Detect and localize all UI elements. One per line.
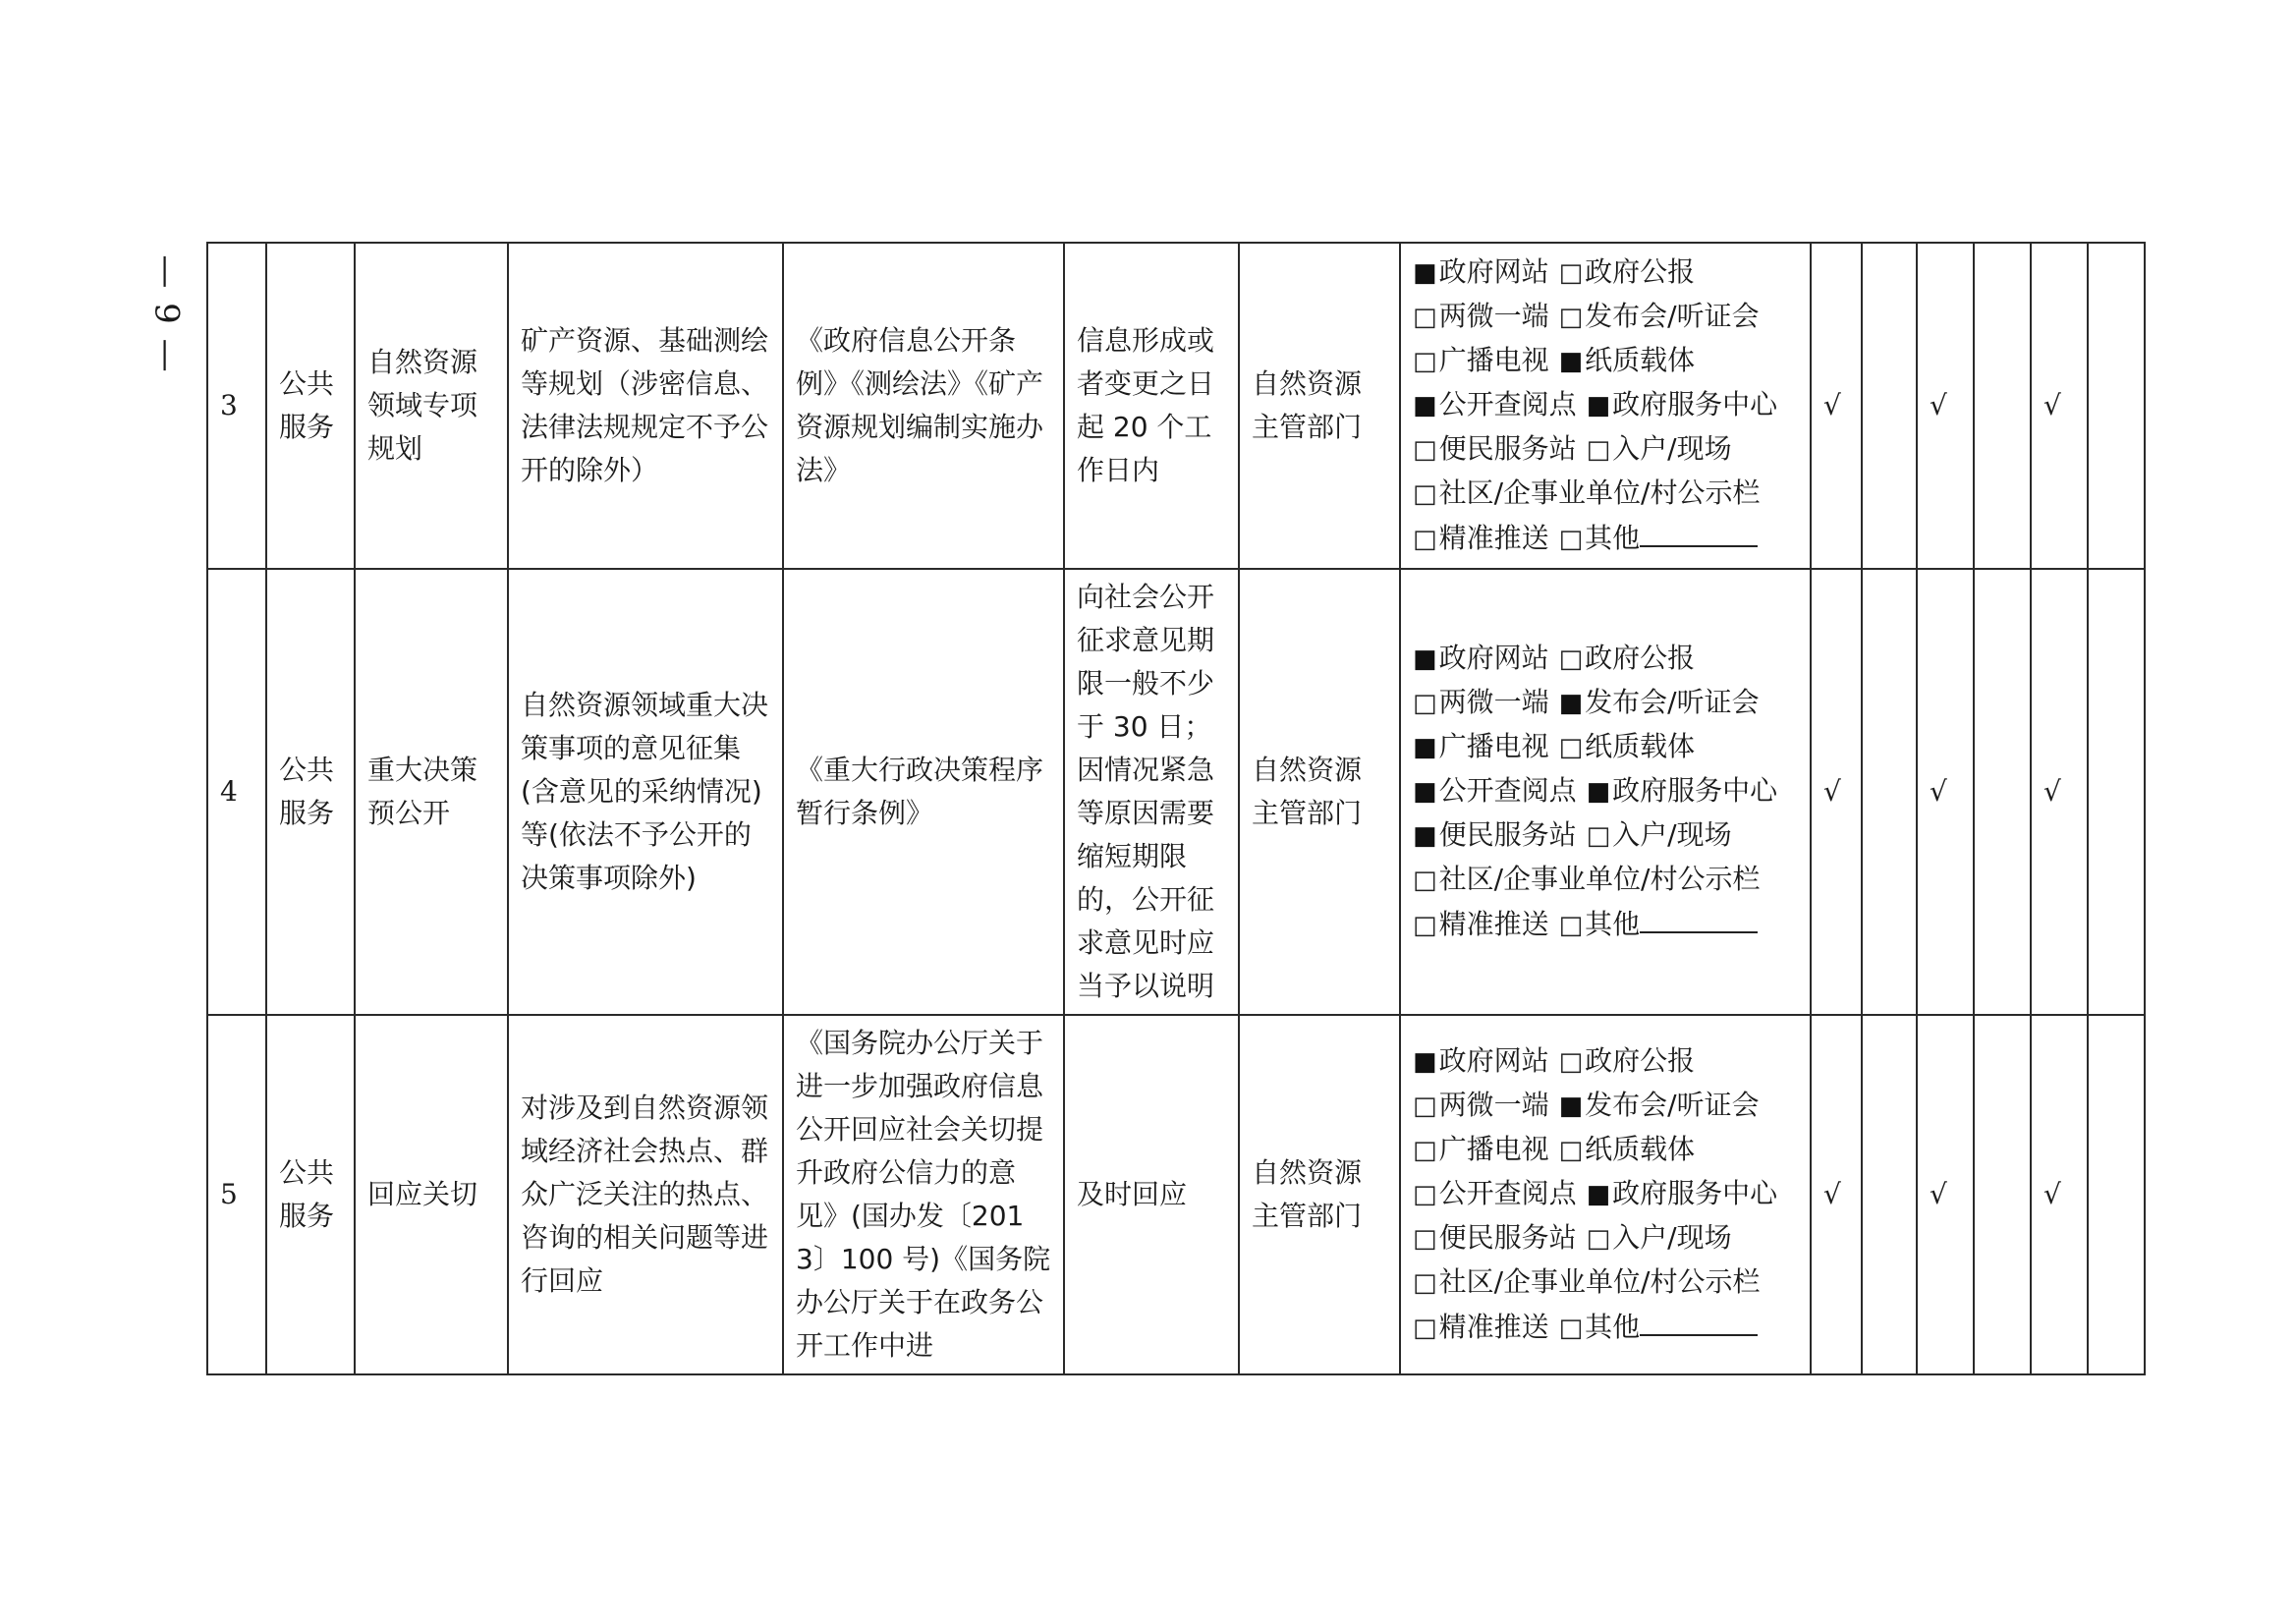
row-basis: 《政府信息公开条例》《测绘法》《矿产资源规划编制实施办法》 — [783, 243, 1064, 569]
channel-row — [1413, 427, 1798, 472]
channel-label: 广播电视 — [1438, 1133, 1549, 1165]
checked-box-icon: ■ — [1586, 391, 1611, 420]
row-channels — [1400, 569, 1811, 1015]
checked-box-icon: ■ — [1558, 347, 1584, 376]
channel-label: 政府网站 — [1438, 255, 1549, 288]
channel-label: 社区/企事业单位/村公示栏 — [1438, 863, 1761, 895]
channel-label: 发布会/听证会 — [1585, 300, 1760, 332]
channel-label: 社区/企事业单位/村公示栏 — [1438, 476, 1761, 509]
channel-option — [1413, 432, 1577, 465]
row-item: 重大决策预公开 — [355, 569, 508, 1015]
unchecked-box-icon: □ — [1413, 435, 1437, 465]
channel-row — [1413, 251, 1798, 295]
unchecked-box-icon: □ — [1413, 1136, 1437, 1165]
row-basis: 《重大行政决策程序暂行条例》 — [783, 569, 1064, 1015]
check-cell — [1862, 243, 1917, 569]
channel-option — [1559, 642, 1696, 674]
channel-option — [1559, 255, 1696, 288]
channel-label: 政府公报 — [1585, 255, 1696, 288]
channel-label: 便民服务站 — [1438, 1221, 1577, 1254]
channel-row — [1413, 725, 1798, 769]
table-row — [207, 569, 2145, 1015]
channel-label: 纸质载体 — [1585, 730, 1696, 762]
channel-option — [1413, 1089, 1549, 1121]
checked-box-icon: ■ — [1413, 1047, 1437, 1077]
channel-row — [1413, 813, 1798, 858]
channel-row — [1413, 472, 1798, 516]
channel-label: 公开查阅点 — [1438, 774, 1577, 807]
unchecked-box-icon: □ — [1413, 689, 1437, 718]
unchecked-box-icon: □ — [1413, 525, 1437, 554]
channel-option — [1587, 388, 1778, 420]
channel-row — [1413, 681, 1798, 725]
unchecked-box-icon: □ — [1586, 821, 1611, 851]
row-channels — [1400, 243, 1811, 569]
channel-label: 政府公报 — [1585, 642, 1696, 674]
checked-box-icon: ■ — [1558, 1092, 1584, 1121]
unchecked-box-icon: □ — [1413, 303, 1437, 332]
row-category: 公共服务 — [266, 243, 355, 569]
channel-option — [1559, 344, 1696, 376]
channel-label: 公开查阅点 — [1438, 388, 1577, 420]
channel-row — [1413, 858, 1798, 902]
channel-option — [1559, 1044, 1696, 1077]
row-category: 公共服务 — [266, 1015, 355, 1374]
channel-row — [1413, 295, 1798, 339]
channel-row — [1413, 902, 1798, 947]
channel-row — [1413, 1216, 1798, 1260]
check-cell — [2088, 1015, 2145, 1374]
disclosure-table — [206, 242, 2146, 1375]
channel-label: 发布会/听证会 — [1585, 686, 1760, 718]
channel-option — [1559, 1089, 1760, 1121]
channel-row — [1413, 516, 1798, 561]
channel-row — [1413, 1084, 1798, 1128]
channel-option — [1559, 1133, 1696, 1165]
row-basis: 《国务院办公厅关于进一步加强政府信息公开回应社会关切提升政府公信力的意见》(国办发〔2013〕100 号)《国务院办公厅关于在政务公开工作中进 — [783, 1015, 1064, 1374]
row-number: 3 — [207, 243, 266, 569]
unchecked-box-icon: □ — [1558, 258, 1584, 288]
unchecked-box-icon: □ — [1586, 1224, 1611, 1254]
checked-box-icon: ■ — [1413, 733, 1437, 762]
checked-box-icon: ■ — [1413, 777, 1437, 807]
channel-label: 发布会/听证会 — [1585, 1089, 1760, 1121]
row-number: 5 — [207, 1015, 266, 1374]
channel-label: 精准推送 — [1438, 522, 1549, 554]
check-cell: √ — [1917, 1015, 1974, 1374]
channel-label: 两微一端 — [1438, 300, 1549, 332]
channel-option — [1413, 1311, 1549, 1343]
fill-in-blank — [1640, 1305, 1758, 1336]
check-cell: √ — [1811, 243, 1862, 569]
fill-in-blank — [1640, 902, 1758, 933]
unchecked-box-icon: □ — [1558, 911, 1584, 940]
channel-label: 政府服务中心 — [1612, 388, 1778, 420]
channel-option — [1413, 476, 1760, 509]
channel-option — [1413, 1133, 1549, 1165]
channel-label: 纸质载体 — [1585, 1133, 1696, 1165]
channel-option — [1413, 1044, 1549, 1077]
unchecked-box-icon: □ — [1558, 733, 1584, 762]
channel-row — [1413, 1128, 1798, 1172]
channel-option — [1413, 300, 1549, 332]
channel-label: 纸质载体 — [1585, 344, 1696, 376]
unchecked-box-icon: □ — [1558, 525, 1584, 554]
channel-row — [1413, 1172, 1798, 1216]
unchecked-box-icon: □ — [1558, 1314, 1584, 1343]
unchecked-box-icon: □ — [1413, 1268, 1437, 1298]
row-channels — [1400, 1015, 1811, 1374]
check-cell: √ — [2031, 569, 2088, 1015]
checked-box-icon: ■ — [1586, 777, 1611, 807]
channel-option — [1559, 1311, 1759, 1343]
check-cell — [2088, 243, 2145, 569]
channel-option — [1413, 642, 1549, 674]
row-item: 自然资源领域专项规划 — [355, 243, 508, 569]
check-cell — [2088, 569, 2145, 1015]
channel-row — [1413, 339, 1798, 383]
channel-row — [1413, 1039, 1798, 1084]
channel-row — [1413, 1260, 1798, 1305]
unchecked-box-icon: □ — [1558, 303, 1584, 332]
row-time-limit: 向社会公开征求意见期限一般不少于 30 日；因情况紧急等原因需要缩短期限的，公开征求意见时应当予以说明 — [1064, 569, 1239, 1015]
channel-option — [1559, 908, 1759, 940]
check-cell: √ — [1811, 1015, 1862, 1374]
row-content: 矿产资源、基础测绘等规划（涉密信息、法律法规规定不予公开的除外） — [508, 243, 783, 569]
channel-option — [1413, 344, 1549, 376]
channel-option — [1413, 686, 1549, 718]
channel-row — [1413, 1305, 1798, 1350]
unchecked-box-icon: □ — [1413, 1092, 1437, 1121]
unchecked-box-icon: □ — [1413, 1224, 1437, 1254]
channel-option — [1413, 388, 1577, 420]
checked-box-icon: ■ — [1413, 644, 1437, 674]
unchecked-box-icon: □ — [1586, 435, 1611, 465]
checked-box-icon: ■ — [1413, 391, 1437, 420]
row-content: 对涉及到自然资源领域经济社会热点、群众广泛关注的热点、咨询的相关问题等进行回应 — [508, 1015, 783, 1374]
channel-label: 精准推送 — [1438, 1311, 1549, 1343]
channel-option — [1413, 863, 1760, 895]
unchecked-box-icon: □ — [1413, 347, 1437, 376]
channel-label: 两微一端 — [1438, 686, 1549, 718]
table-row — [207, 1015, 2145, 1374]
channel-row — [1413, 383, 1798, 427]
channel-label: 政府服务中心 — [1612, 774, 1778, 807]
check-cell — [1974, 243, 2031, 569]
page-number-text: — 9 — — [147, 254, 187, 374]
check-cell — [1974, 569, 2031, 1015]
page-number — [147, 236, 187, 393]
check-cell — [1862, 1015, 1917, 1374]
unchecked-box-icon: □ — [1558, 1047, 1584, 1077]
channel-label: 政府公报 — [1585, 1044, 1696, 1077]
channel-label: 政府服务中心 — [1612, 1177, 1778, 1209]
channel-option — [1413, 774, 1577, 807]
checked-box-icon: ■ — [1558, 689, 1584, 718]
check-cell — [1862, 569, 1917, 1015]
row-number: 4 — [207, 569, 266, 1015]
row-time-limit: 及时回应 — [1064, 1015, 1239, 1374]
channel-row — [1413, 637, 1798, 681]
channel-label: 政府网站 — [1438, 1044, 1549, 1077]
channel-label: 其他 — [1585, 908, 1641, 940]
channel-option — [1413, 1265, 1760, 1298]
check-cell: √ — [1811, 569, 1862, 1015]
channel-label: 入户/现场 — [1612, 818, 1732, 851]
channel-option — [1559, 730, 1696, 762]
channel-label: 广播电视 — [1438, 344, 1549, 376]
channel-option — [1587, 1221, 1732, 1254]
channel-option — [1413, 255, 1549, 288]
channel-label: 便民服务站 — [1438, 432, 1577, 465]
row-item: 回应关切 — [355, 1015, 508, 1374]
channel-label: 其他 — [1585, 522, 1641, 554]
channel-row — [1413, 769, 1798, 813]
channel-option — [1413, 908, 1549, 940]
channel-label: 入户/现场 — [1612, 1221, 1732, 1254]
channel-option — [1587, 432, 1732, 465]
channel-option — [1413, 730, 1549, 762]
channel-option — [1559, 686, 1760, 718]
row-department: 自然资源主管部门 — [1239, 1015, 1400, 1374]
channel-label: 社区/企事业单位/村公示栏 — [1438, 1265, 1761, 1298]
check-cell: √ — [2031, 243, 2088, 569]
channel-label: 其他 — [1585, 1311, 1641, 1343]
check-cell: √ — [1917, 243, 1974, 569]
channel-label: 公开查阅点 — [1438, 1177, 1577, 1209]
channel-option — [1587, 774, 1778, 807]
channel-option — [1413, 818, 1577, 851]
row-department: 自然资源主管部门 — [1239, 569, 1400, 1015]
row-category: 公共服务 — [266, 569, 355, 1015]
row-department: 自然资源主管部门 — [1239, 243, 1400, 569]
channel-label: 入户/现场 — [1612, 432, 1732, 465]
channel-option — [1413, 1177, 1577, 1209]
row-content: 自然资源领域重大决策事项的意见征集(含意见的采纳情况)等(依法不予公开的决策事项除外) — [508, 569, 783, 1015]
check-cell — [1974, 1015, 2031, 1374]
unchecked-box-icon: □ — [1413, 1180, 1437, 1209]
unchecked-box-icon: □ — [1413, 1314, 1437, 1343]
checked-box-icon: ■ — [1413, 258, 1437, 288]
channel-option — [1413, 1221, 1577, 1254]
unchecked-box-icon: □ — [1413, 866, 1437, 895]
checked-box-icon: ■ — [1586, 1180, 1611, 1209]
channel-label: 广播电视 — [1438, 730, 1549, 762]
channel-label: 两微一端 — [1438, 1089, 1549, 1121]
unchecked-box-icon: □ — [1558, 1136, 1584, 1165]
fill-in-blank — [1640, 516, 1758, 547]
unchecked-box-icon: □ — [1413, 911, 1437, 940]
channel-option — [1587, 818, 1732, 851]
channel-label: 精准推送 — [1438, 908, 1549, 940]
channel-option — [1587, 1177, 1778, 1209]
unchecked-box-icon: □ — [1413, 479, 1437, 509]
channel-label: 政府网站 — [1438, 642, 1549, 674]
unchecked-box-icon: □ — [1558, 644, 1584, 674]
channel-option — [1413, 522, 1549, 554]
checked-box-icon: ■ — [1413, 821, 1437, 851]
row-time-limit: 信息形成或者变更之日起 20 个工作日内 — [1064, 243, 1239, 569]
table-row — [207, 243, 2145, 569]
check-cell: √ — [1917, 569, 1974, 1015]
check-cell: √ — [2031, 1015, 2088, 1374]
channel-option — [1559, 300, 1760, 332]
channel-option — [1559, 522, 1759, 554]
channel-label: 便民服务站 — [1438, 818, 1577, 851]
